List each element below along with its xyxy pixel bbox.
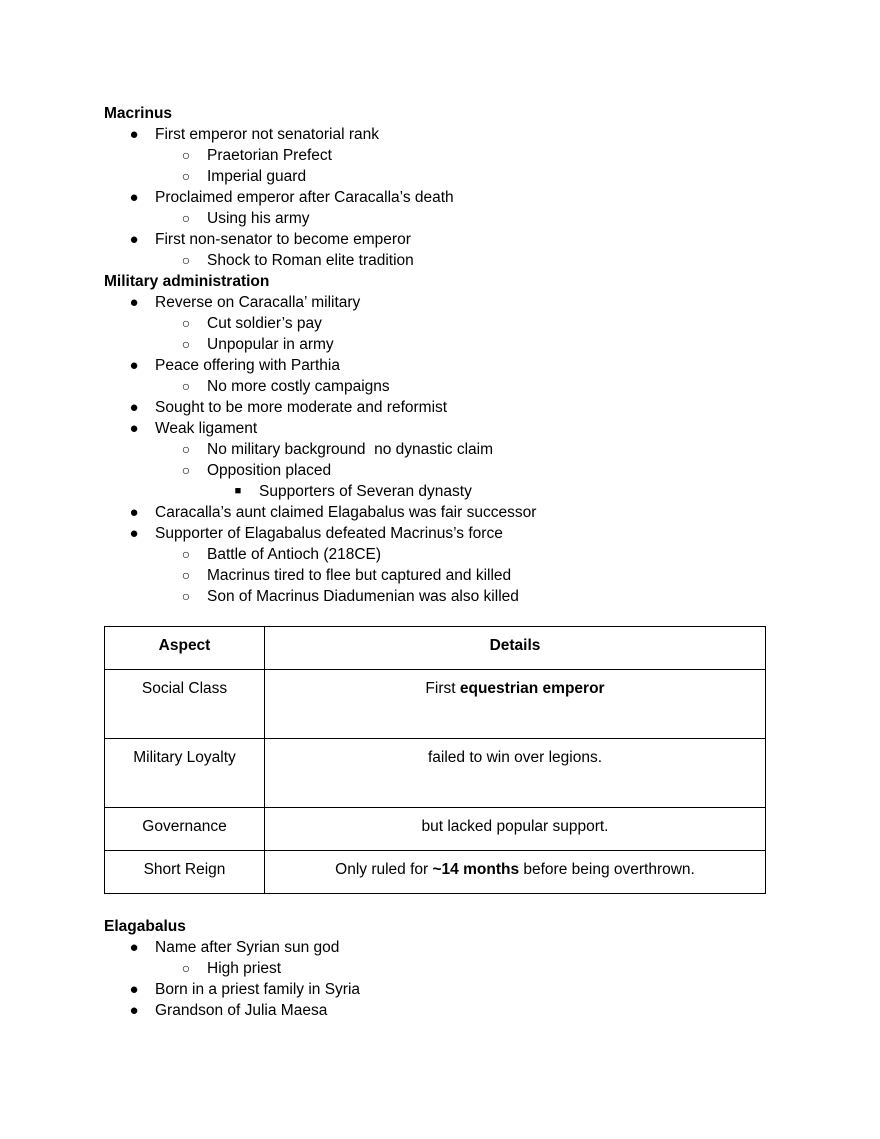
- bullet-circle-icon: ○: [181, 168, 191, 184]
- list-item: Proclaimed emperor after Caracalla’s death: [155, 189, 454, 206]
- heading-macrinus: Macrinus: [104, 105, 173, 122]
- list-item: Praetorian Prefect: [207, 147, 332, 164]
- bullet-disc-icon: ●: [129, 981, 139, 998]
- list-item: Born in a priest family in Syria: [155, 981, 361, 998]
- bullet-disc-icon: ●: [129, 420, 139, 437]
- bullet-disc-icon: ●: [129, 189, 139, 206]
- list-item: Caracalla’s aunt claimed Elagabalus was fair successor: [155, 504, 537, 521]
- bullet-circle-icon: ○: [181, 588, 191, 604]
- bullet-disc-icon: ●: [129, 939, 139, 956]
- list-item: No more costly campaigns: [207, 378, 390, 395]
- bullet-disc-icon: ●: [129, 294, 139, 311]
- bullet-disc-icon: ●: [129, 504, 139, 521]
- cell-details: but lacked popular support.: [265, 808, 766, 851]
- list-item: Unpopular in army: [207, 336, 334, 353]
- list-item: Grandson of Julia Maesa: [155, 1002, 328, 1019]
- bullet-disc-icon: ●: [129, 126, 139, 143]
- heading-elagabalus: Elagabalus: [104, 918, 186, 935]
- table-row: [105, 670, 766, 739]
- list-item: Son of Macrinus Diadumenian was also killed: [207, 588, 519, 605]
- list-item: Supporter of Elagabalus defeated Macrinus’s force: [155, 525, 503, 542]
- table-row: [105, 739, 766, 808]
- bullet-circle-icon: ○: [181, 546, 191, 562]
- bullet-disc-icon: ●: [129, 399, 139, 416]
- cell-aspect: Governance: [105, 808, 265, 851]
- table-header-row: [105, 627, 766, 670]
- header-aspect: Aspect: [105, 627, 265, 670]
- list-item: Weak ligament: [155, 420, 258, 437]
- cell-aspect: Military Loyalty: [105, 739, 265, 808]
- list-item: Peace offering with Parthia: [155, 357, 340, 374]
- bullet-circle-icon: ○: [181, 252, 191, 268]
- cell-aspect: Social Class: [105, 670, 265, 739]
- list-item: Supporters of Severan dynasty: [259, 483, 472, 500]
- aspect-details-table: [104, 626, 766, 894]
- bullet-circle-icon: ○: [181, 210, 191, 226]
- list-item: No military background no dynastic claim: [207, 441, 494, 458]
- bullet-circle-icon: ○: [181, 315, 191, 331]
- header-details: Details: [265, 627, 766, 670]
- list-item: Opposition placed: [207, 462, 332, 479]
- bullet-disc-icon: ●: [129, 357, 139, 374]
- list-item: High priest: [207, 960, 282, 977]
- cell-details: Only ruled for ~14 months before being overthrown.: [265, 851, 766, 894]
- table-row: [105, 851, 766, 894]
- bullet-square-icon: ■: [234, 485, 242, 497]
- cell-aspect: Short Reign: [105, 851, 265, 894]
- bullet-circle-icon: ○: [181, 462, 191, 478]
- list-item: Macrinus tired to flee but captured and killed: [207, 567, 512, 584]
- list-item: Reverse on Caracalla’ military: [155, 294, 361, 311]
- bullet-circle-icon: ○: [181, 960, 191, 976]
- list-item: Cut soldier’s pay: [207, 315, 322, 332]
- bullet-circle-icon: ○: [181, 336, 191, 352]
- cell-details: failed to win over legions.: [265, 739, 766, 808]
- list-item: Using his army: [207, 210, 310, 227]
- table-row: [105, 808, 766, 851]
- list-item: Battle of Antioch (218CE): [207, 546, 382, 563]
- bullet-circle-icon: ○: [181, 567, 191, 583]
- bullet-circle-icon: ○: [181, 147, 191, 163]
- list-item: Sought to be more moderate and reformist: [155, 399, 448, 416]
- bullet-disc-icon: ●: [129, 231, 139, 248]
- bullet-disc-icon: ●: [129, 525, 139, 542]
- list-item: Imperial guard: [207, 168, 307, 185]
- list-item: Shock to Roman elite tradition: [207, 252, 414, 269]
- bullet-circle-icon: ○: [181, 378, 191, 394]
- bullet-circle-icon: ○: [181, 441, 191, 457]
- cell-details: First equestrian emperor: [265, 670, 766, 739]
- list-item: Name after Syrian sun god: [155, 939, 340, 956]
- heading-military-administration: Military administration: [104, 273, 270, 290]
- bullet-disc-icon: ●: [129, 1002, 139, 1019]
- list-item: First non-senator to become emperor: [155, 231, 411, 248]
- list-item: First emperor not senatorial rank: [155, 126, 379, 143]
